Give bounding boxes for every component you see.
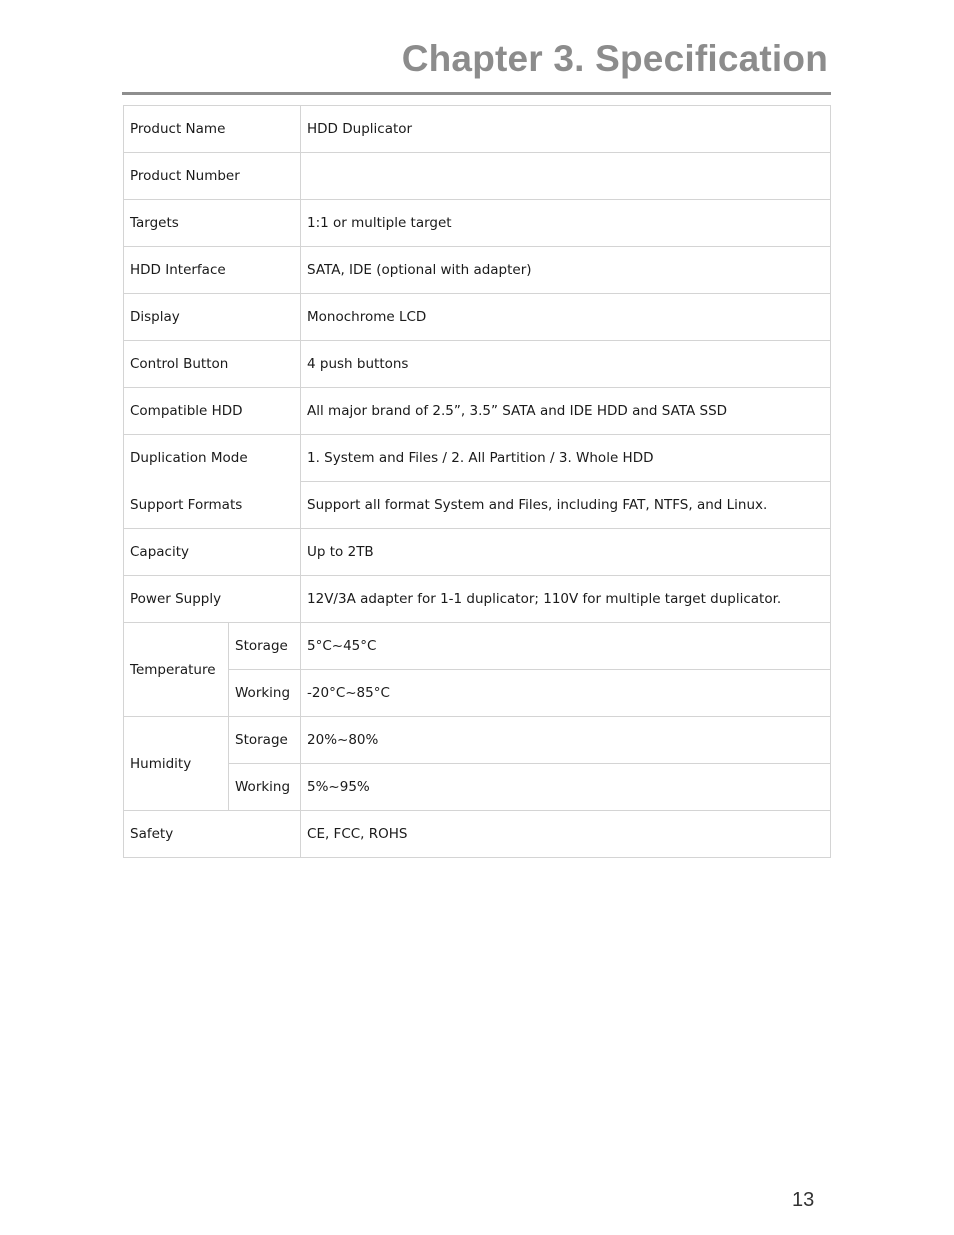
spec-value: HDD Duplicator bbox=[301, 106, 831, 153]
table-row bbox=[124, 576, 831, 623]
table-row bbox=[124, 482, 831, 529]
spec-value: 5%~95% bbox=[301, 764, 831, 811]
spec-label: Targets bbox=[124, 200, 301, 247]
spec-value bbox=[301, 153, 831, 200]
spec-value: All major brand of 2.5”, 3.5” SATA and IDE HDD and SATA SSD bbox=[301, 388, 831, 435]
spec-value: Monochrome LCD bbox=[301, 294, 831, 341]
page-number: 13 bbox=[792, 1189, 815, 1211]
spec-label: Control Button bbox=[124, 341, 301, 388]
spec-label: HDD Interface bbox=[124, 247, 301, 294]
spec-label: Power Supply bbox=[124, 576, 301, 623]
table-row bbox=[124, 435, 831, 482]
spec-label: Temperature bbox=[124, 623, 229, 717]
spec-value: 1:1 or multiple target bbox=[301, 200, 831, 247]
spec-sublabel: Working bbox=[229, 764, 301, 811]
spec-value: Up to 2TB bbox=[301, 529, 831, 576]
spec-value: Support all format System and Files, including FAT, NTFS, and Linux. bbox=[301, 482, 831, 529]
table-row bbox=[124, 247, 831, 294]
spec-label: Product Number bbox=[124, 153, 301, 200]
table-row bbox=[124, 764, 831, 811]
spec-sublabel: Working bbox=[229, 670, 301, 717]
table-row bbox=[124, 529, 831, 576]
spec-label: Support Formats bbox=[124, 482, 301, 529]
table-row bbox=[124, 388, 831, 435]
spec-label: Safety bbox=[124, 811, 301, 858]
chapter-title: Chapter 3. Specification bbox=[401, 38, 828, 79]
spec-value: -20°C~85°C bbox=[301, 670, 831, 717]
spec-label: Duplication Mode bbox=[124, 435, 301, 482]
spec-label: Capacity bbox=[124, 529, 301, 576]
table-row bbox=[124, 717, 831, 764]
spec-value: 4 push buttons bbox=[301, 341, 831, 388]
table-row bbox=[124, 200, 831, 247]
spec-sublabel: Storage bbox=[229, 717, 301, 764]
spec-value: 1. System and Files / 2. All Partition / 3. Whole HDD bbox=[301, 435, 831, 482]
spec-value: 12V/3A adapter for 1-1 duplicator; 110V for multiple target duplicator. bbox=[301, 576, 831, 623]
table-row bbox=[124, 294, 831, 341]
spec-label: Compatible HDD bbox=[124, 388, 301, 435]
spec-value: 20%~80% bbox=[301, 717, 831, 764]
spec-sublabel: Storage bbox=[229, 623, 301, 670]
table-row bbox=[124, 811, 831, 858]
spec-label: Product Name bbox=[124, 106, 301, 153]
table-row bbox=[124, 106, 831, 153]
spec-value: 5°C~45°C bbox=[301, 623, 831, 670]
table-row bbox=[124, 153, 831, 200]
spec-value: CE, FCC, ROHS bbox=[301, 811, 831, 858]
title-divider bbox=[122, 92, 831, 95]
spec-label: Humidity bbox=[124, 717, 229, 811]
table-row bbox=[124, 341, 831, 388]
spec-value: SATA, IDE (optional with adapter) bbox=[301, 247, 831, 294]
table-row bbox=[124, 623, 831, 670]
table-row bbox=[124, 670, 831, 717]
specification-table bbox=[123, 105, 831, 858]
spec-label: Display bbox=[124, 294, 301, 341]
